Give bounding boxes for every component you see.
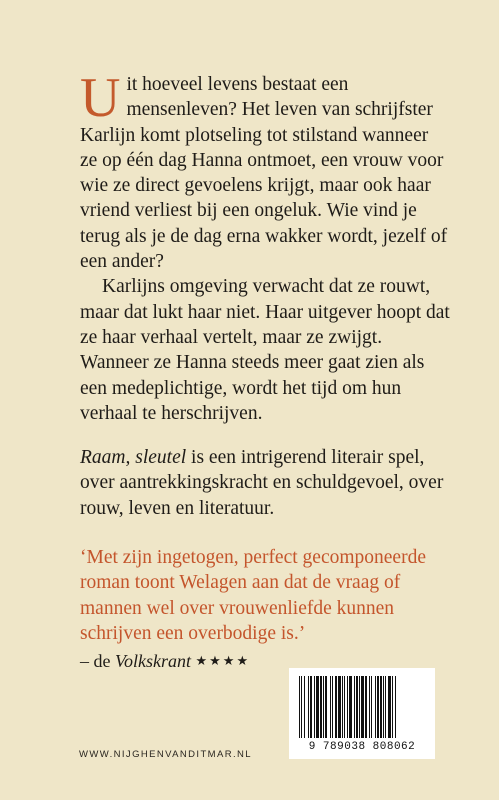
barcode-bar (299, 676, 300, 738)
barcode-bar (308, 676, 309, 738)
barcode-bar (342, 676, 343, 738)
blurb-paragraph-1-text: it hoeveel levens bestaat een mensenleven? Het leven van schrijfster Karlijn komt plotseling tot stilstand wanneer ze op één dag Hanna ontmoet, een vrouw voor wie ze direct gevoelens krijgt, maar ook haar vriend verliest bij een ongeluk. Wie vind je terug als je de dag erna wakker wordt, jezelf of een ander? (80, 74, 448, 273)
barcode-bar (332, 676, 333, 738)
barcode-bar (359, 676, 360, 738)
blurb-paragraph-3 (80, 445, 450, 521)
attribution-dash: – de (80, 651, 115, 672)
barcode-bar (304, 676, 305, 738)
barcode-bar (383, 676, 384, 738)
drop-cap: U (80, 67, 121, 129)
barcode-bar (361, 676, 364, 738)
blurb-paragraph-3-text: is een intrigerend literair spel, over aantrekkingskracht en schuldgevoel, over rouw, leven en literatuur. (80, 447, 444, 519)
barcode-bars (297, 676, 427, 740)
barcode-bar (388, 676, 391, 738)
barcode-bar (335, 676, 337, 738)
blurb-text (80, 67, 450, 675)
rating-stars: ★★★★ (195, 653, 251, 669)
barcode-bar (354, 676, 355, 738)
book-title-inline: Raam, sleutel (80, 447, 187, 469)
barcode-bar (377, 676, 379, 738)
barcode-bar (314, 676, 315, 738)
barcode-bar (310, 676, 312, 738)
review-quote: ‘Met zijn ingetogen, perfect gecomponeerde roman toont Welagen aan dat de vraag of mannen wel over vrouwenliefde kunnen schrijven een overbodige is.’ (80, 547, 426, 644)
review-source: Volkskrant (115, 651, 191, 672)
isbn-digits: 9 789038 808062 (308, 741, 416, 753)
barcode-bar (365, 676, 367, 738)
barcode-bar (301, 676, 302, 738)
barcode-bar (375, 676, 376, 738)
barcode-bar (395, 676, 396, 738)
barcode-bar (349, 676, 352, 738)
barcode-bar (356, 676, 358, 738)
barcode-bar (338, 676, 341, 738)
barcode-bar (369, 676, 370, 738)
publisher-website: WWW.NIJGHENVANDITMAR.NL (79, 749, 252, 760)
barcode-bar (316, 676, 319, 738)
barcode-bar (344, 676, 345, 738)
barcode-bar (320, 676, 322, 738)
barcode-bar (385, 676, 386, 738)
barcode-bar (323, 676, 324, 738)
barcode-bar (325, 676, 327, 738)
isbn-barcode (289, 668, 435, 759)
blurb-paragraph-1 (80, 67, 450, 274)
barcode-bar (330, 676, 331, 738)
barcode-bar (392, 676, 393, 738)
blurb-paragraph-2: Karlijns omgeving verwacht dat ze rouwt, maar dat lukt haar niet. Haar uitgever hoopt dat ze haar verhaal vertelt, maar ze zwijgt. Wanneer ze Hanna steeds meer gaat zien als een medeplichtige, wordt het tijd om hun verhaal te herschrijven. (80, 276, 450, 424)
barcode-bar (371, 676, 372, 738)
barcode-bar (347, 676, 348, 738)
barcode-bar (380, 676, 382, 738)
